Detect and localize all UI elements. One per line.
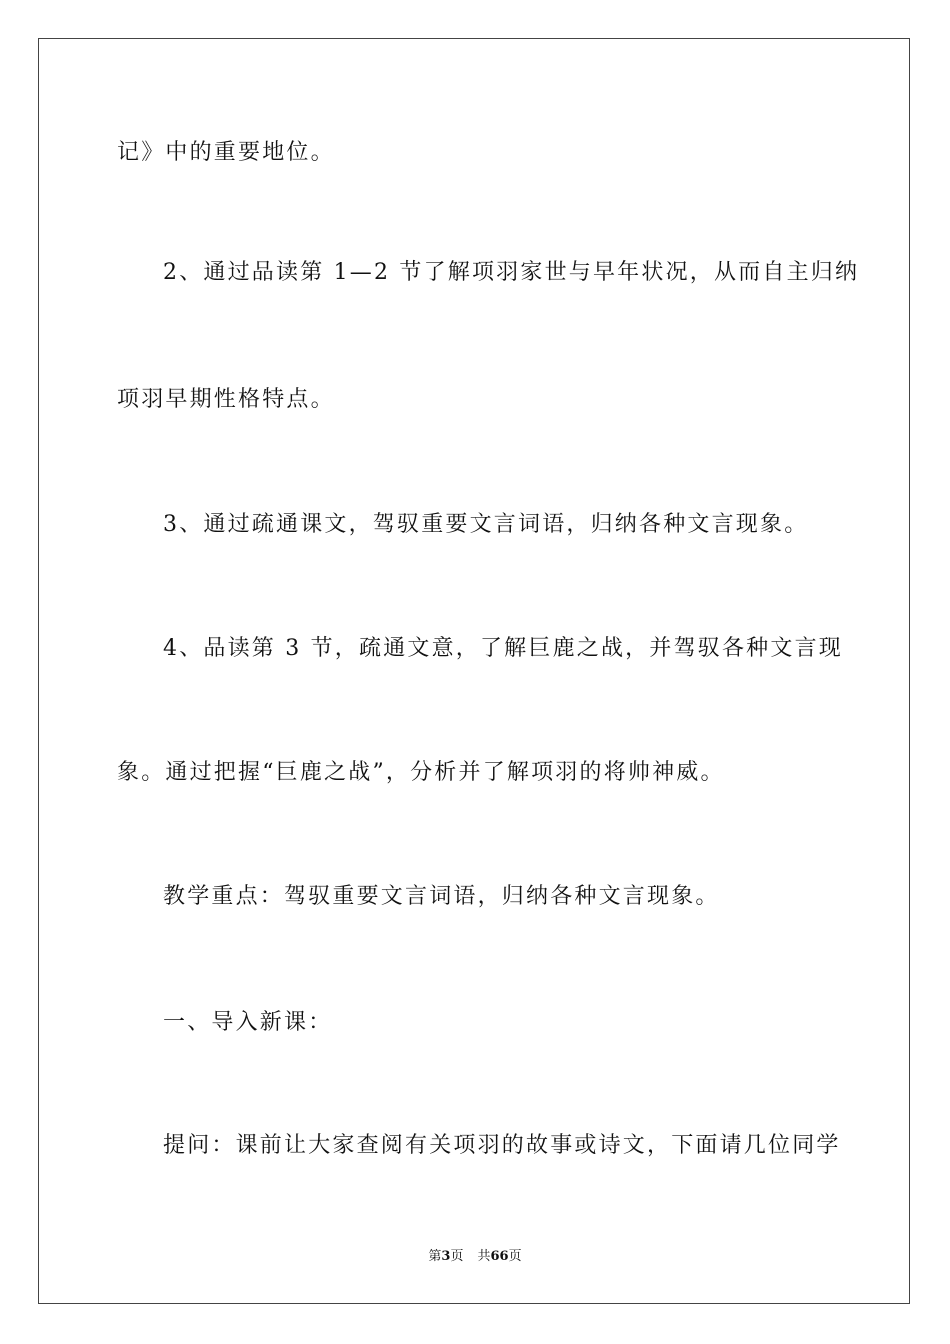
body-line-1: 记》中的重要地位。 xyxy=(117,140,335,165)
body-line-7: 教学重点：驾驭重要文言词语，归纳各种文言现象。 xyxy=(163,884,720,909)
footer-page-prefix: 第 xyxy=(428,1249,442,1264)
body-line-2: 2、通过品读第 1—2 节了解项羽家世与早年状况，从而自主归纳 xyxy=(163,260,860,285)
footer-total-prefix: 共 xyxy=(477,1249,491,1264)
body-line-3: 项羽早期性格特点。 xyxy=(117,387,335,412)
section-heading: 一、导入新课： xyxy=(163,1010,333,1035)
footer-total-pages: 66 xyxy=(490,1249,509,1264)
footer-total-suffix: 页 xyxy=(508,1249,522,1264)
body-line-5: 4、品读第 3 节，疏通文意，了解巨鹿之战，并驾驭各种文言现 xyxy=(163,636,843,661)
body-line-4: 3、通过疏通课文，驾驭重要文言词语，归纳各种文言现象。 xyxy=(163,512,809,537)
body-line-6: 象。通过把握“巨鹿之战”，分析并了解项羽的将帅神威。 xyxy=(117,760,725,785)
page-border xyxy=(38,38,910,1304)
footer-page-suffix: 页 xyxy=(450,1249,464,1264)
body-line-9: 提问：课前让大家查阅有关项羽的故事或诗文，下面请几位同学 xyxy=(163,1133,841,1158)
footer-page-number: 3 xyxy=(441,1249,451,1264)
page-footer xyxy=(0,1248,950,1266)
